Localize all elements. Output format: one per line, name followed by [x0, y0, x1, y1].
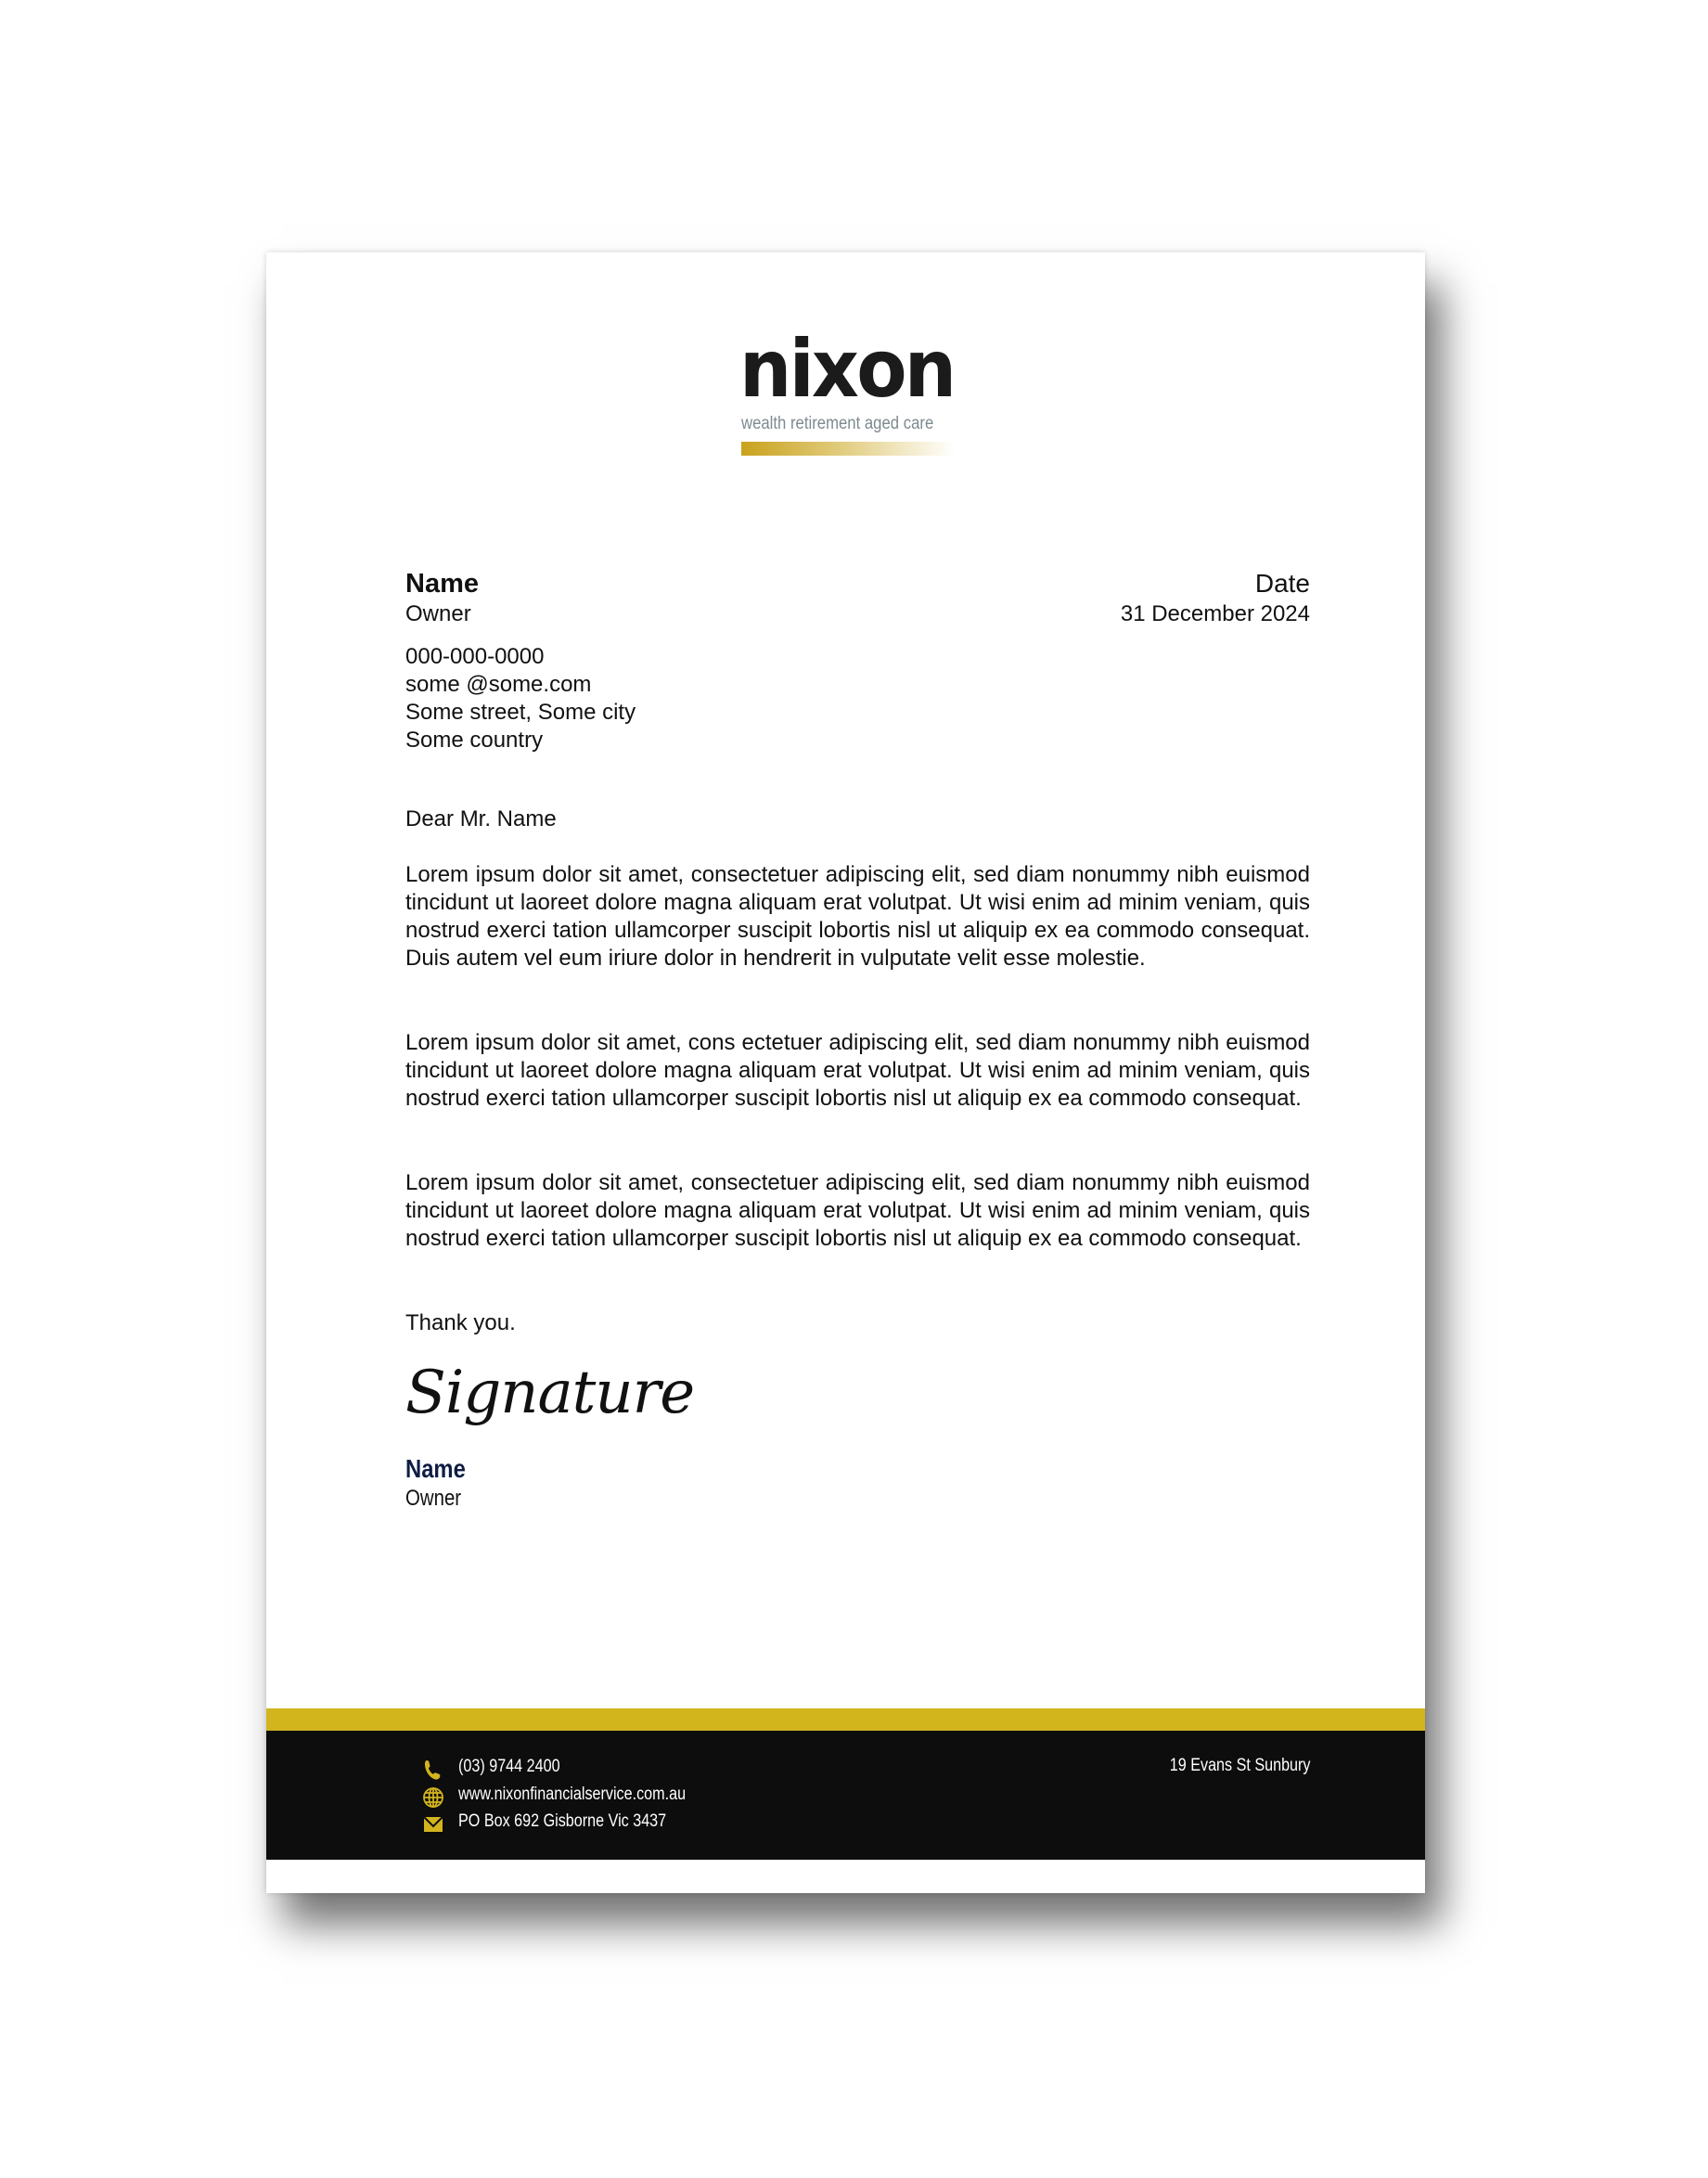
mail-icon [422, 1813, 444, 1836]
body-paragraph-2: Lorem ipsum dolor sit amet, cons ectetuer adipiscing elit, sed diam nonummy nibh euismod tincidunt ut laoreet dolore magna aliquam erat volutpat. Ut wisi enim ad minim veniam, quis nostrud exerci tation ullamcorper suscipit lobortis nisl ut aliquip ex ea commodo consequat. [405, 1030, 1310, 1111]
sender-title: Owner [405, 601, 471, 626]
sender-phone: 000-000-0000 [405, 644, 545, 669]
salutation: Dear Mr. Name [405, 806, 557, 831]
signer-name: Name [405, 1454, 466, 1483]
footer-street-address: 19 Evans St Sunbury [1169, 1756, 1310, 1775]
globe-icon [422, 1786, 444, 1809]
date-value: 31 December 2024 [1120, 601, 1310, 626]
footer-website[interactable]: www.nixonfinancialservice.com.au [458, 1785, 687, 1804]
footer-po-box: PO Box 692 Gisborne Vic 3437 [458, 1811, 667, 1831]
sender-email: some @some.com [405, 672, 592, 697]
body-paragraph-3: Lorem ipsum dolor sit amet, consectetuer adipiscing elit, sed diam nonummy nibh euismod tincidunt ut laoreet dolore magna aliquam erat volutpat. Ut wisi enim ad minim veniam, quis nostrud exerci tation ullamcorper suscipit lobortis nisl ut aliquip ex ea commodo consequat. [405, 1170, 1310, 1251]
sender-address-line1: Some street, Some city [405, 700, 636, 725]
phone-icon [422, 1759, 444, 1781]
sender-name: Name [405, 569, 479, 599]
footer [266, 1731, 1425, 1860]
signature: Signature [405, 1359, 695, 1427]
date-label: Date [1254, 569, 1310, 598]
logo-tagline: wealth retirement aged care [741, 414, 934, 433]
footer-gold-band [266, 1708, 1425, 1731]
logo-wordmark: nixon [739, 323, 955, 416]
body-paragraph-1: Lorem ipsum dolor sit amet, consectetuer adipiscing elit, sed diam nonummy nibh euismod tincidunt ut laoreet dolore magna aliquam erat volutpat. Ut wisi enim ad minim veniam, quis nostrud exerci tation ullamcorper suscipit lobortis nisl ut aliquip ex ea commodo consequat. Duis autem vel eum iriure dolor in hendrerit in vulputate velit esse molestie. [405, 862, 1310, 971]
sender-address-line2: Some country [405, 728, 544, 753]
nixon-logo [739, 323, 962, 455]
logo-gradient-bar [741, 442, 955, 456]
footer-phone: (03) 9744 2400 [458, 1757, 560, 1776]
closing: Thank you. [405, 1310, 516, 1335]
letterhead-page [266, 252, 1425, 1893]
signer-title: Owner [405, 1486, 462, 1511]
